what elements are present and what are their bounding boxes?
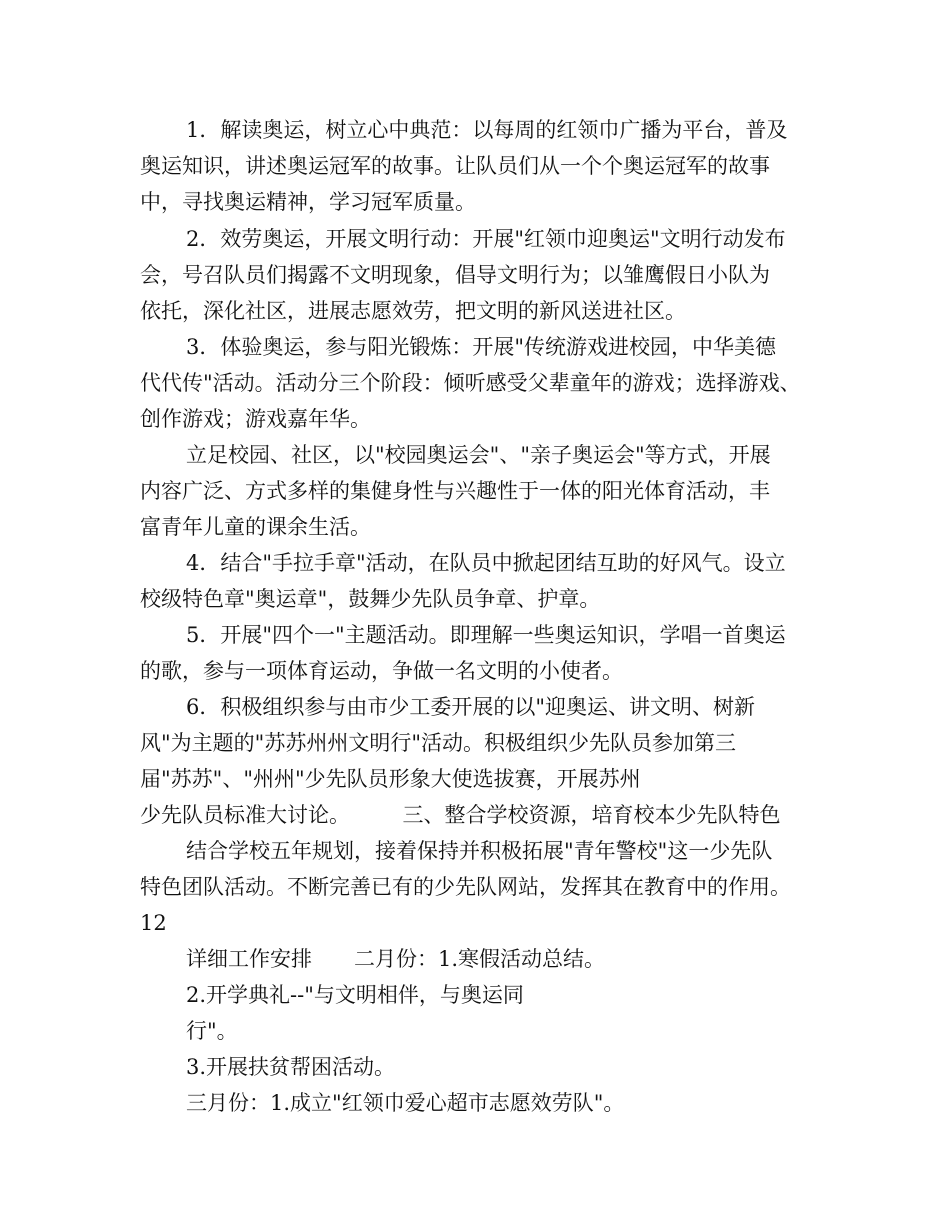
text-line: 行"。 bbox=[186, 1019, 238, 1043]
text-line: 3.开展扶贫帮困活动。 bbox=[186, 1055, 396, 1079]
text-line: 依托，深化社区，进展志愿效劳，把文明的新风送进社区。 bbox=[140, 299, 686, 323]
text-line: 风"为主题的"苏苏州州文明行"活动。积极组织少先队员参加第三 bbox=[140, 731, 736, 755]
text-line: 2．效劳奥运，开展文明行动：开展"红领巾迎奥运"文明行动发布 bbox=[186, 227, 786, 251]
text-line: 4．结合"手拉手章"活动，在队员中掀起团结互助的好风气。设立 bbox=[186, 551, 786, 575]
text-line: 6．积极组织参与由市少工委开展的以"迎奥运、讲文明、树新 bbox=[186, 695, 756, 719]
text-line: 奥运知识，讲述奥运冠军的故事。让队员们从一个个奥运冠军的故事 bbox=[140, 154, 770, 178]
text-line: 富青年儿童的课余生活。 bbox=[140, 515, 371, 539]
text-line: 校级特色章"奥运章"，鼓舞少先队员争章、护章。 bbox=[140, 587, 601, 611]
text-line: 届"苏苏"、"州州"少先队员形象大使选拔赛，开展苏州 bbox=[140, 767, 641, 791]
text-line: 结合学校五年规划，接着保持并积极拓展"青年警校"这一少先队 bbox=[186, 839, 773, 863]
page-number: 12 bbox=[140, 911, 167, 935]
text-line: 少先队员标准大讨论。 三、整合学校资源，培育校本少先队特色 bbox=[140, 803, 781, 827]
text-line: 5．开展"四个一"主题活动。即理解一些奥运知识，学唱一首奥运 bbox=[186, 623, 786, 647]
text-line: 1．解读奥运，树立心中典范：以每周的红领巾广播为平台，普及 bbox=[186, 118, 788, 142]
text-line: 详细工作安排 二月份：1.寒假活动总结。 bbox=[186, 947, 606, 971]
text-line: 中，寻找奥运精神，学习冠军质量。 bbox=[140, 190, 476, 214]
text-line: 2.开学典礼--"与文明相伴，与奥运同 bbox=[186, 983, 524, 1007]
text-line: 内容广泛、方式多样的集健身性与兴趣性于一体的阳光体育活动，丰 bbox=[140, 479, 770, 503]
text-line: 3．体验奥运，参与阳光锻炼：开展"传统游戏进校园，中华美德 bbox=[186, 335, 777, 359]
text-line: 立足校园、社区，以"校园奥运会"、"亲子奥运会"等方式，开展 bbox=[186, 443, 771, 467]
text-line: 三月份：1.成立"红领巾爱心超市志愿效劳队"。 bbox=[186, 1091, 625, 1115]
text-line: 会，号召队员们揭露不文明现象，倡导文明行为；以雏鹰假日小队为 bbox=[140, 263, 770, 287]
text-line: 代代传"活动。活动分三个阶段：倾听感受父辈童年的游戏；选择游戏、 bbox=[140, 371, 801, 395]
text-line: 特色团队活动。不断完善已有的少先队网站，发挥其在教育中的作用。 bbox=[140, 875, 791, 899]
text-line: 创作游戏；游戏嘉年华。 bbox=[140, 407, 371, 431]
text-line: 的歌，参与一项体育运动，争做一名文明的小使者。 bbox=[140, 659, 623, 683]
